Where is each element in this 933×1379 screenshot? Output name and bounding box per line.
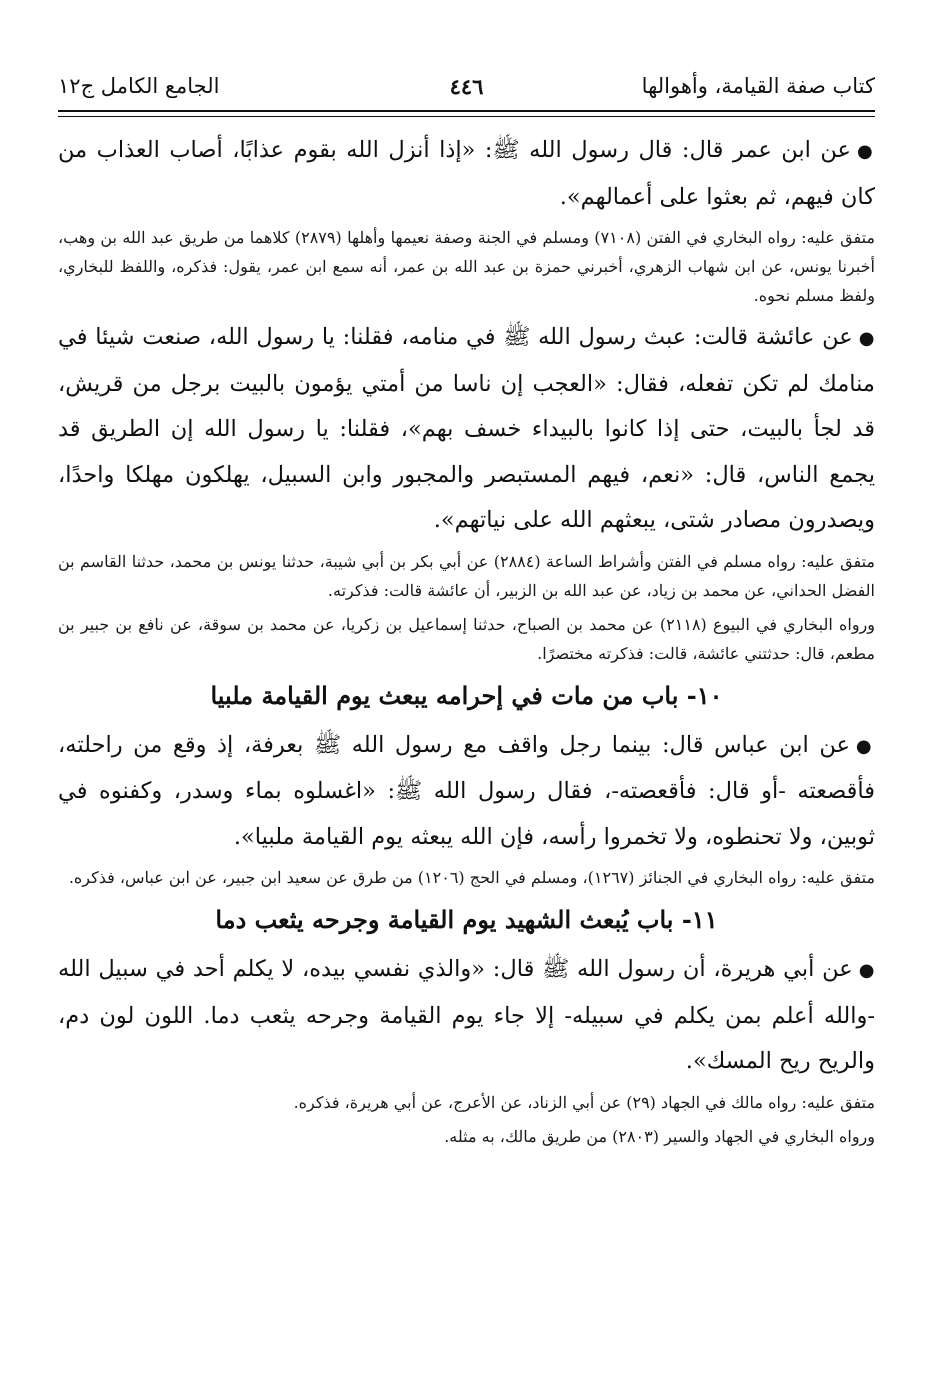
hadith-paragraph [58, 723, 875, 861]
chapter-heading: ١١- باب يُبعث الشهيد يوم القيامة وجرحه يثعب دما [215, 905, 718, 934]
page-body [58, 128, 875, 1156]
book-title: كتاب صفة القيامة، وأهوالها [641, 74, 875, 98]
hadith-text: عن أبي هريرة، أن رسول الله ﷺ قال: «والذي نفسي بيده، لا يكلم أحد في سبيل الله -والله أعلم بمن يكلم في سبيله- إلا جاء يوم القيامة وجرحه يثعب دما. اللون لون دم، والريح ريح المسك». [58, 956, 875, 1074]
takhrij-note: متفق عليه: رواه مسلم في الفتن وأشراط الساعة (٢٨٨٤) عن أبي بكر بن أبي شيبة، حدثنا يونس بن محمد، حدثنا القاسم بن الفضل الحداني، عن محمد بن زياد، عن عبد الله بن الزبير، أن عائشة قالت: فذكرته. [58, 551, 876, 600]
bullet-icon: ● [855, 735, 875, 757]
page-number: ٤٤٦ [449, 74, 484, 99]
chapter-heading: ١٠- باب من مات في إحرامه يبعث يوم القيامة ملبيا [210, 680, 723, 710]
hadith-text: عن ابن عباس قال: بينما رجل واقف مع رسول الله ﷺ بعرفة، إذ وقع من راحلته، فأقصعته -أو قال: فأقعصته-، فقال رسول الله ﷺ: «اغسلوه بماء وسدر، وكفنوه في ثوبين، ولا تحنطوه، ولا تخمروا رأسه، فإن الله يبعثه يوم القيامة ملبيا». [58, 731, 875, 850]
takhrij-note: متفق عليه: رواه مالك في الجهاد (٢٩) عن أبي الزناد، عن الأعرج، عن أبي هريرة، فذكره. [293, 1092, 875, 1112]
hadith-text: عن عائشة قالت: عبث رسول الله ﷺ في منامه، فقلنا: يا رسول الله، صنعت شيئا في منامك لم تكن تفعله، فقال: «العجب إن ناسا من أمتي يؤمون بالبيت برجل من قريش، قد لجأ بالبيت، حتى إذا كانوا بالبيداء خسف بهم»، فقلنا: يا رسول الله إن الطريق قد يجمع الناس، قال: «نعم، فيهم المستبصر والمجبور وابن السبيل، يهلكون مهلكا واحدًا، ويصدرون مصادر شتى، يبعثهم الله على نياتهم». [58, 324, 875, 533]
hadith-text: عن ابن عمر قال: قال رسول الله ﷺ: «إذا أنزل الله بقوم عذابًا، أصاب العذاب من كان فيهم، ثم بعثوا على أعمالهم». [58, 137, 875, 210]
header-rule-thin [58, 116, 875, 117]
header-rule-thick [58, 110, 875, 112]
hadith-paragraph [58, 128, 875, 220]
bullet-icon: ● [856, 141, 875, 162]
takhrij-note: متفق عليه: رواه البخاري في الفتن (٧١٠٨) ومسلم في الجنة وصفة نعيمها وأهلها (٢٨٧٩) كلاهما من طريق عبد الله بن وهب، أخبرنا يونس، عن ابن شهاب الزهري، أخبرني حمزة بن عبد الله بن عمر، أنه سمع ابن عمر، يقول: فذكره، واللفظ للبخاري، ولفظ مسلم نحوه. [58, 228, 875, 305]
takhrij-note: ورواه البخاري في الجهاد والسير (٢٨٠٣) من طريق مالك، به مثله. [444, 1126, 875, 1146]
hadith-paragraph [58, 315, 875, 544]
running-header [58, 70, 875, 110]
takhrij-note: متفق عليه: رواه البخاري في الجنائز (١٢٦٧)، ومسلم في الحج (١٢٠٦) من طرق عن سعيد ابن جبير، عن ابن عباس، فذكره. [68, 868, 875, 887]
takhrij-note: ورواه البخاري في البيوع (٢١١٨) عن محمد بن الصباح، حدثنا إسماعيل بن زكريا، عن محمد بن سوقة، عن نافع بن جبير بن مطعم، قال: حدثتني عائشة، قالت: فذكرته مختصرًا. [58, 614, 875, 663]
volume-title: الجامع الكامل ج١٢ [58, 74, 220, 98]
hadith-paragraph [58, 947, 875, 1085]
bullet-icon: ● [858, 960, 875, 981]
bullet-icon: ● [858, 328, 875, 349]
